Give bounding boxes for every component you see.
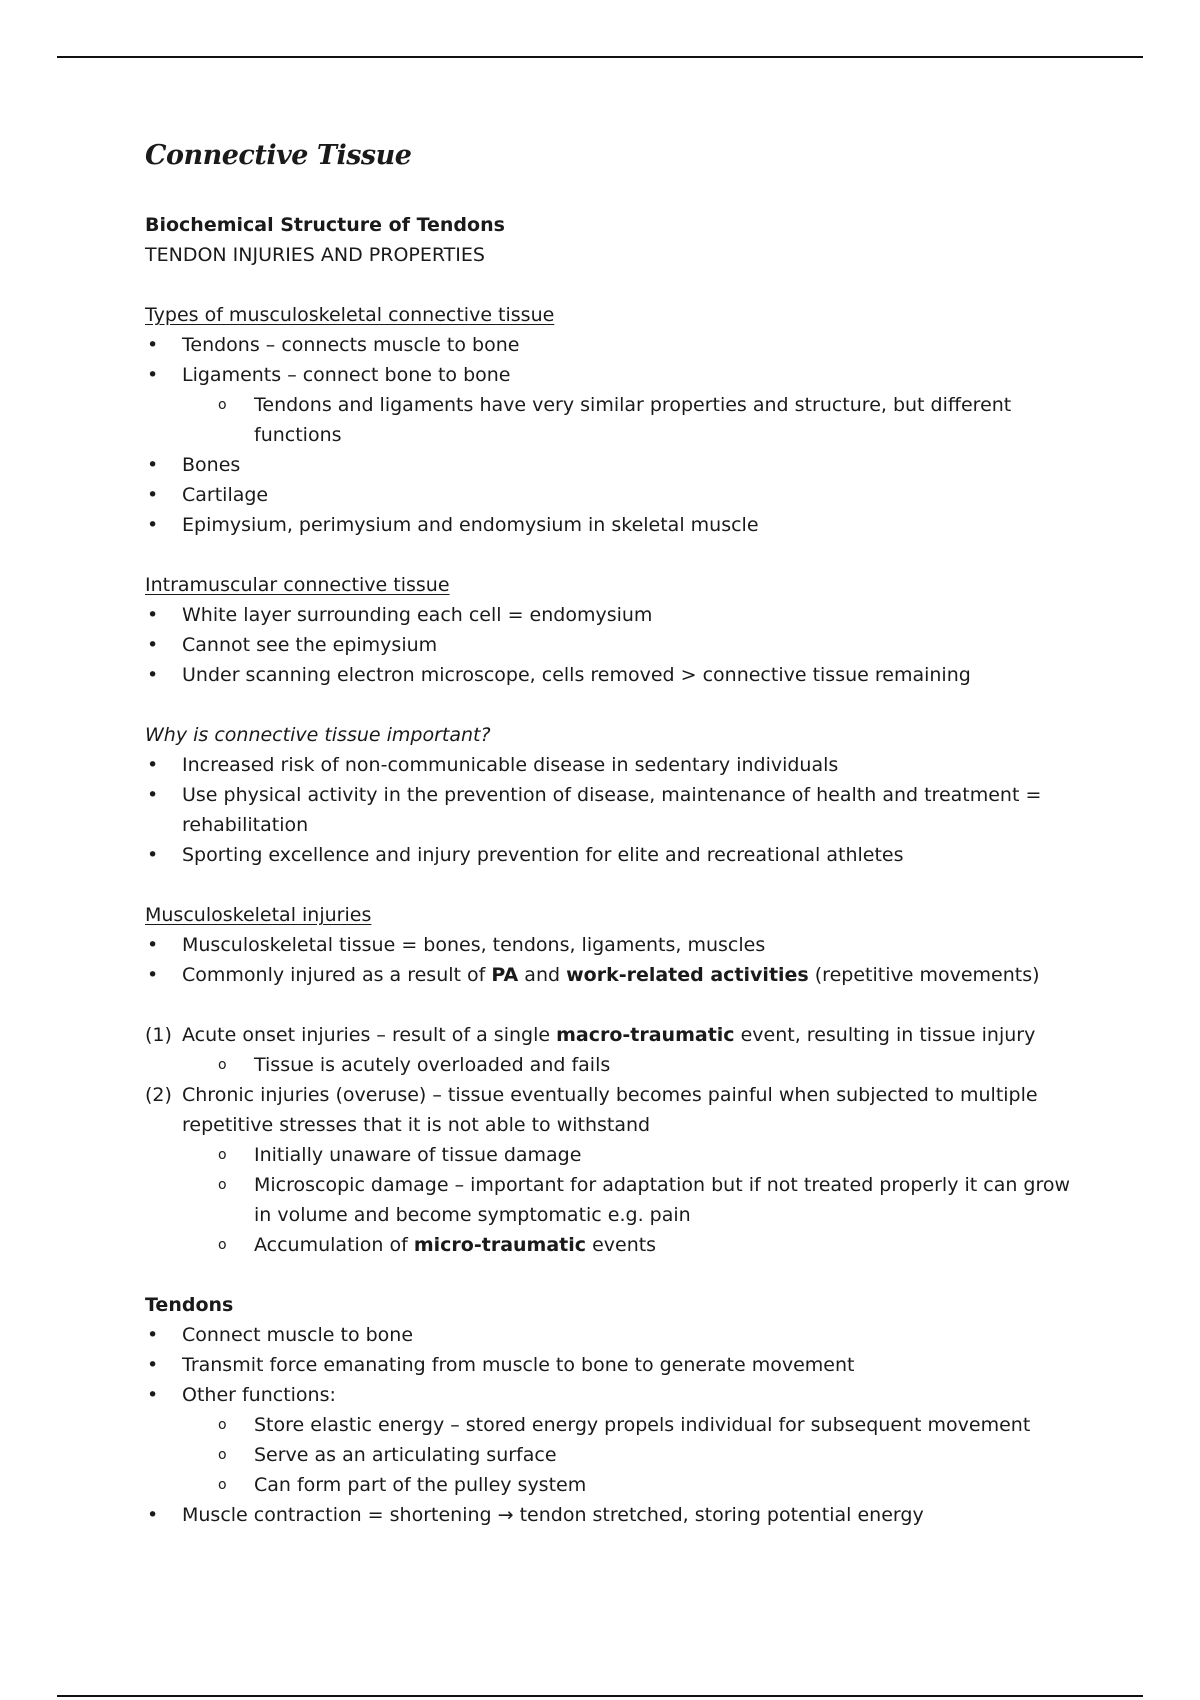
list-item: • Cartilage [145, 480, 1085, 510]
list-item: • Musculoskeletal tissue = bones, tendons, ligaments, muscles [145, 930, 1085, 960]
item-number: (1) [145, 1024, 172, 1047]
sub-list-item: o Serve as an articulating surface [145, 1440, 1085, 1470]
list-item: • Bones [145, 450, 1085, 480]
bottom-rule [57, 1695, 1143, 1697]
numbered-item: (1) Acute onset injuries – result of a single macro-traumatic event, resulting in tissue injury o Tissue is acutely overloaded and fails [145, 1020, 1085, 1080]
sub-list-item: o Initially unaware of tissue damage [182, 1140, 1085, 1170]
types-heading: Types of musculoskeletal connective tissue [145, 304, 555, 327]
list-item: • Muscle contraction = shortening → tendon stretched, storing potential energy [145, 1500, 1085, 1530]
document-page [145, 140, 1085, 1530]
intramuscular-heading: Intramuscular connective tissue [145, 574, 450, 597]
sub-list-item: o Store elastic energy – stored energy propels individual for subsequent movement [145, 1410, 1085, 1440]
list-item: • Cannot see the epimysium [145, 630, 1085, 660]
list-item: • Tendons – connects muscle to bone [145, 330, 1085, 360]
list-item: • Epimysium, perimysium and endomysium in skeletal muscle [145, 510, 1085, 540]
sub-list-item: o Tissue is acutely overloaded and fails [182, 1050, 1085, 1080]
list-item: • Other functions: [145, 1380, 1085, 1410]
types-sublist [145, 390, 1085, 450]
injuries-heading: Musculoskeletal injuries [145, 904, 372, 927]
list-item: • Connect muscle to bone [145, 1320, 1085, 1350]
why-list [145, 750, 1085, 870]
page-title: Connective Tissue [145, 140, 412, 171]
section-subheading: TENDON INJURIES AND PROPERTIES [145, 244, 485, 267]
sub-list-item: o Tendons and ligaments have very similar properties and structure, but different functions [145, 390, 1085, 450]
list-item: • White layer surrounding each cell = endomysium [145, 600, 1085, 630]
list-item: • Transmit force emanating from muscle to bone to generate movement [145, 1350, 1085, 1380]
numbered-item: (2) Chronic injuries (overuse) – tissue eventually becomes painful when subjected to multiple repetitive stresses that it is not able to withstand o Initially unaware of tissue damage o Microscopic damage – important for adaptation but if not treated properly it can grow in volume and become symptomatic e.g. pain o Accumulation of micro-traumatic events [145, 1080, 1085, 1260]
list-item: • Increased risk of non-communicable disease in sedentary individuals [145, 750, 1085, 780]
injuries-list [145, 930, 1085, 990]
list-item: • Use physical activity in the prevention of disease, maintenance of health and treatment = rehabilitation [145, 780, 1085, 840]
top-rule [57, 56, 1143, 58]
list-item: • Ligaments – connect bone to bone [145, 360, 1085, 390]
injury-types-list [145, 1020, 1085, 1260]
tendons-sublist [145, 1410, 1085, 1500]
tendons-list-continued [145, 1500, 1085, 1530]
types-list [145, 330, 1085, 390]
section-heading: Biochemical Structure of Tendons [145, 214, 505, 237]
types-list-continued [145, 450, 1085, 540]
list-item: • Commonly injured as a result of PA and work-related activities (repetitive movements) [145, 960, 1085, 990]
sub-list-item: o Accumulation of micro-traumatic events [182, 1230, 1085, 1260]
item-number: (2) [145, 1084, 172, 1107]
list-item: • Under scanning electron microscope, cells removed > connective tissue remaining [145, 660, 1085, 690]
sub-list-item: o Can form part of the pulley system [145, 1470, 1085, 1500]
sub-list-item: o Microscopic damage – important for adaptation but if not treated properly it can grow in volume and become symptomatic e.g. pain [182, 1170, 1085, 1230]
tendons-list [145, 1320, 1085, 1410]
why-heading: Why is connective tissue important? [145, 724, 491, 747]
intramuscular-list [145, 600, 1085, 690]
list-item: • Sporting excellence and injury prevention for elite and recreational athletes [145, 840, 1085, 870]
tendons-heading: Tendons [145, 1294, 234, 1317]
